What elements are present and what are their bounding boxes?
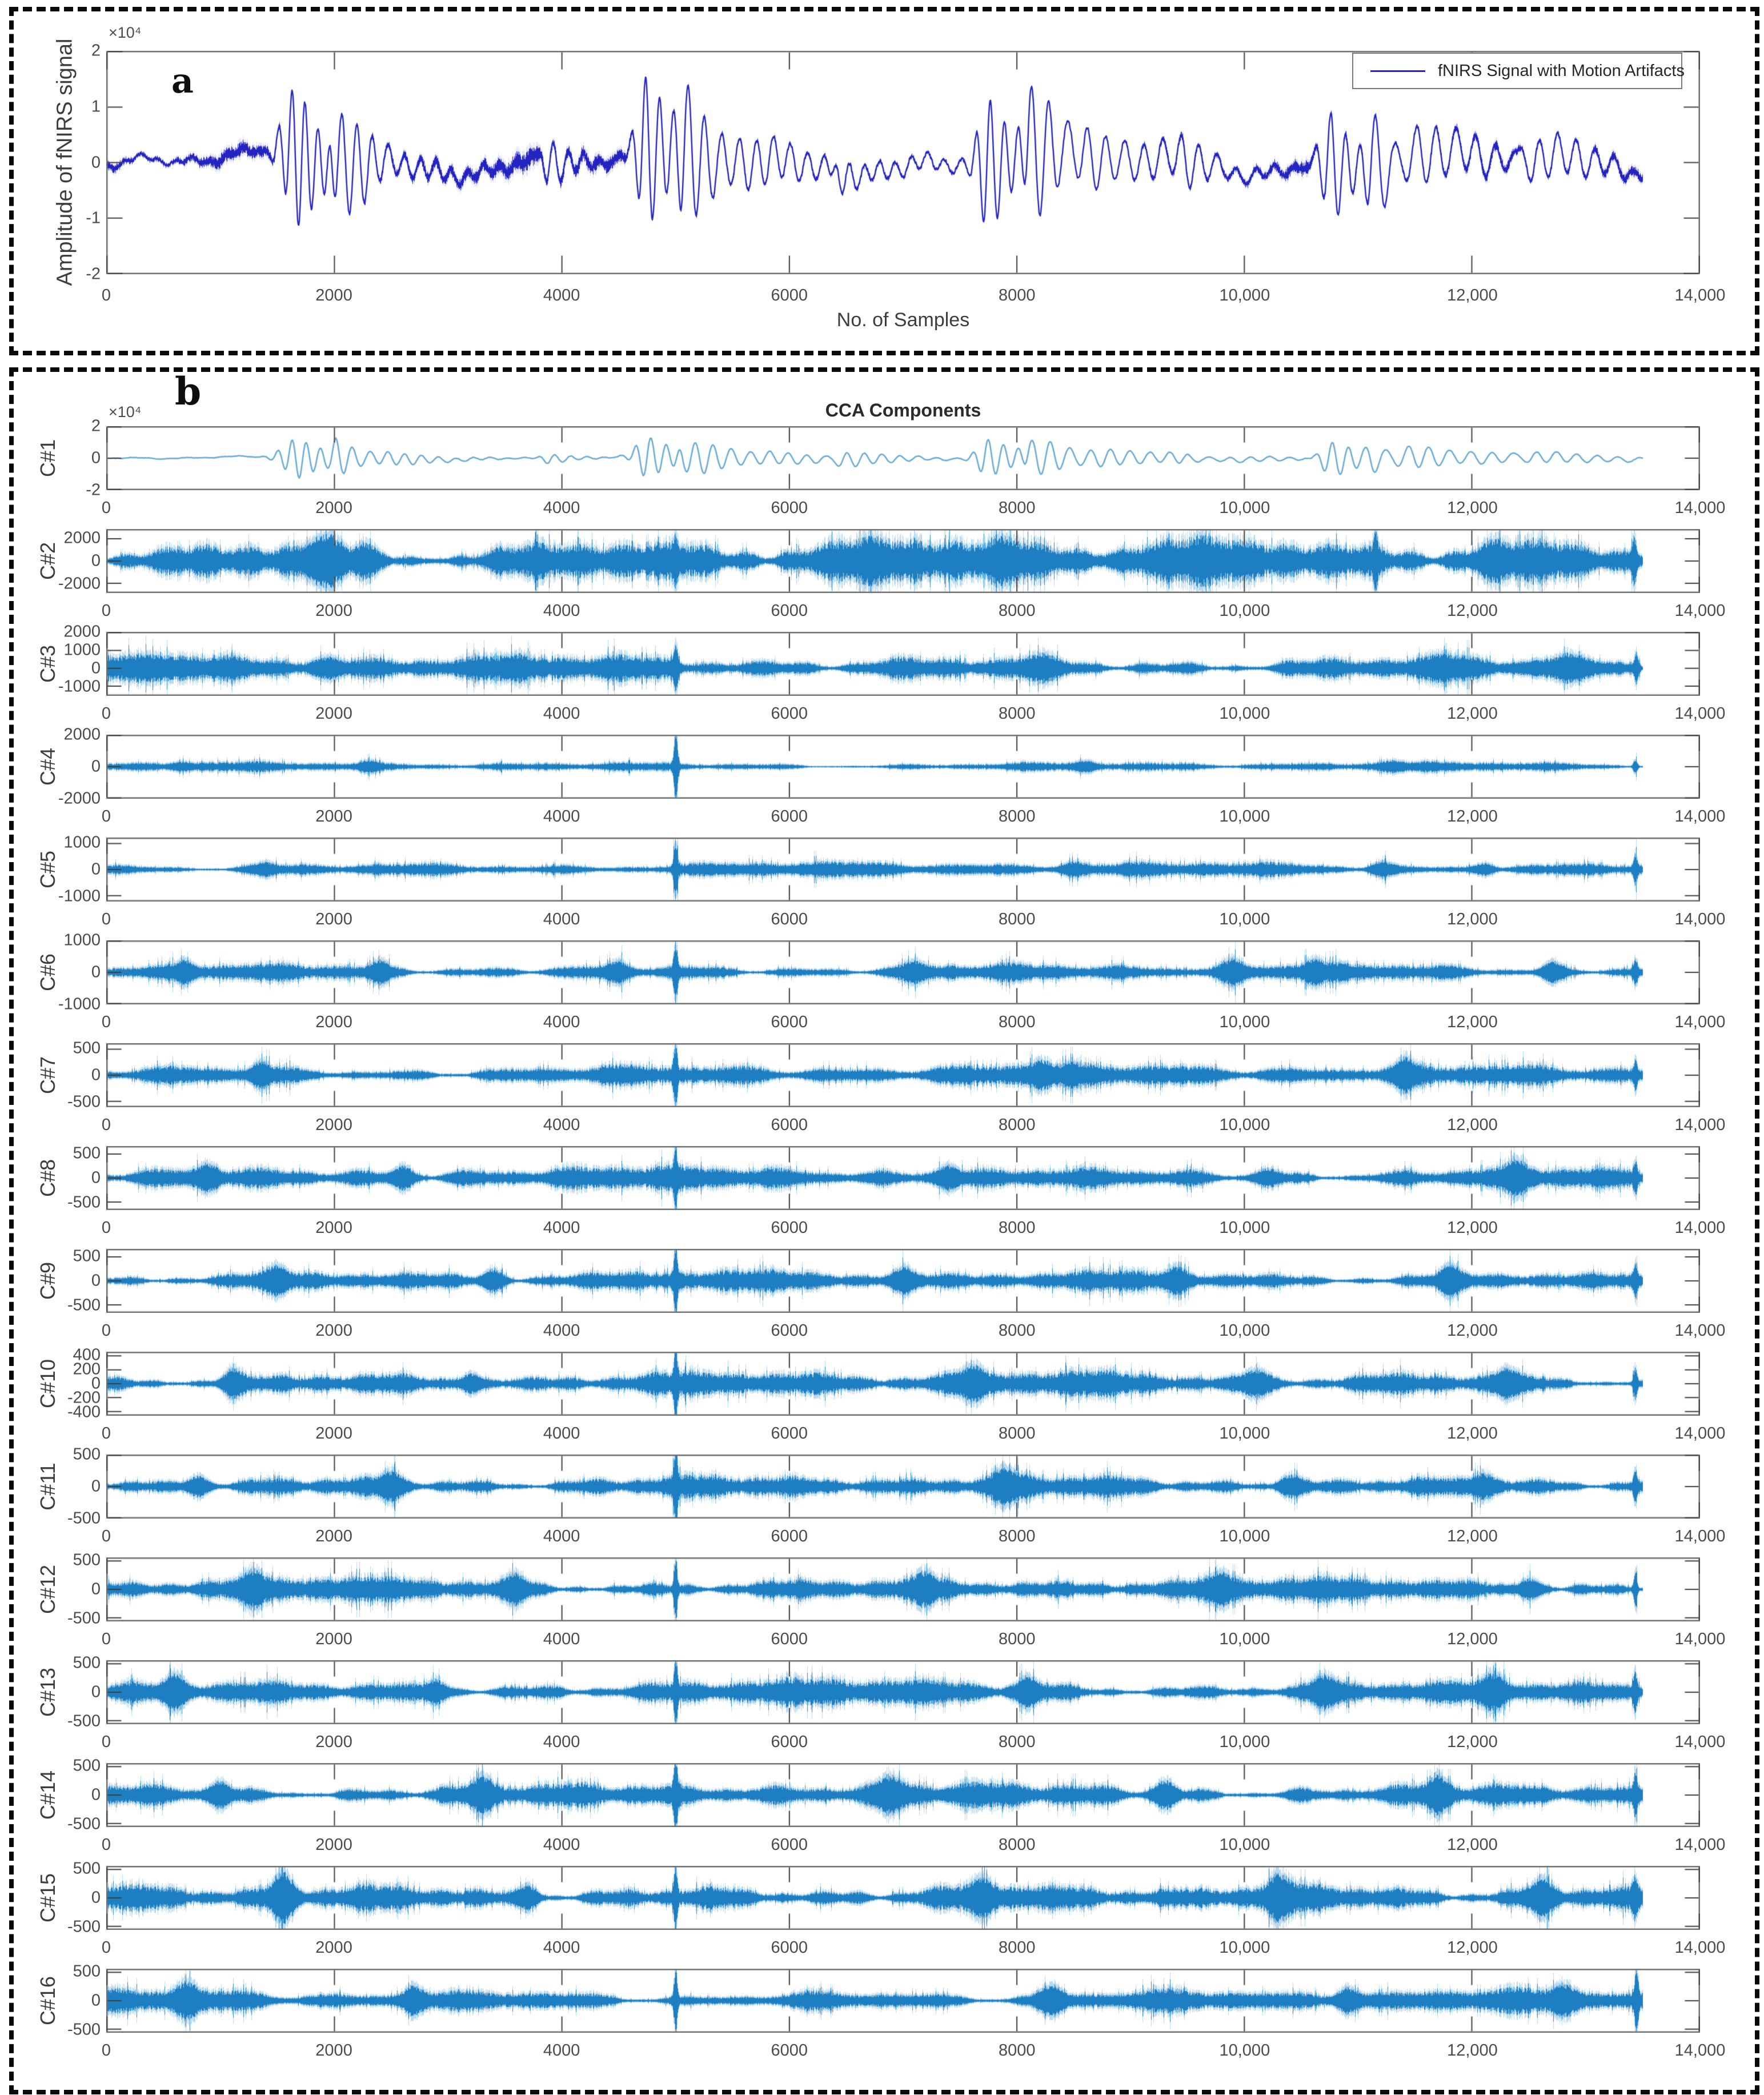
- component-15-y-tick-label: 500: [73, 1859, 101, 1878]
- component-11-x-tick-label: 12,000: [1447, 1527, 1498, 1545]
- component-13-x-tick-label: 10,000: [1219, 1733, 1270, 1751]
- component-14-x-tick-label: 12,000: [1447, 1836, 1498, 1854]
- component-6-x-tick-label: 4000: [543, 1013, 580, 1031]
- component-6-x-tick-label: 10,000: [1219, 1013, 1270, 1031]
- component-8-x-tick-label: 10,000: [1219, 1219, 1270, 1237]
- component-1-x-tick-label: 14,000: [1674, 499, 1726, 517]
- panel-a-y-tick-label: -2: [86, 265, 101, 283]
- component-5-x-tick-label: 10,000: [1219, 910, 1270, 928]
- component-6-plot: [106, 940, 1700, 1004]
- component-7-y-tick-label: 500: [73, 1039, 101, 1057]
- component-15-x-tick-label: 12,000: [1447, 1938, 1498, 1957]
- component-3-label: C#3: [36, 644, 59, 683]
- component-12-x-tick-label: 0: [101, 1630, 111, 1648]
- component-4-x-tick-label: 4000: [543, 807, 580, 826]
- panel-a-x-tick-label: 8000: [999, 286, 1036, 305]
- component-15-plot: [106, 1866, 1700, 1930]
- component-16-x-tick-label: 0: [101, 2041, 111, 2060]
- component-16-y-tick-label: 500: [73, 1962, 101, 1981]
- component-16-x-tick-label: 2000: [315, 2041, 352, 2060]
- component-7-x-tick-label: 6000: [771, 1116, 808, 1134]
- component-7-x-tick-label: 2000: [315, 1116, 352, 1134]
- component-5-y-tick-label: 0: [91, 860, 101, 879]
- component-1-plot: [106, 426, 1700, 490]
- component-3-x-tick-label: 14,000: [1674, 704, 1726, 723]
- component-10-y-tick-label: 200: [73, 1360, 101, 1379]
- component-10-x-tick-label: 0: [101, 1424, 111, 1443]
- component-3-x-tick-label: 4000: [543, 704, 580, 723]
- component-5-x-tick-label: 8000: [999, 910, 1036, 928]
- component-1-x-tick-label: 6000: [771, 499, 808, 517]
- component-7-y-tick-label: -500: [67, 1092, 101, 1111]
- component-15-x-tick-label: 14,000: [1674, 1938, 1726, 1957]
- component-2-x-tick-label: 4000: [543, 602, 580, 620]
- component-14-y-tick-label: 500: [73, 1756, 101, 1775]
- component-5-x-tick-label: 4000: [543, 910, 580, 928]
- component-6-x-tick-label: 8000: [999, 1013, 1036, 1031]
- component-5-x-tick-label: 14,000: [1674, 910, 1726, 928]
- component-15-x-tick-label: 8000: [999, 1938, 1036, 1957]
- component-4-label: C#4: [36, 747, 59, 786]
- component-9-y-tick-label: 500: [73, 1247, 101, 1265]
- component-12-x-tick-label: 14,000: [1674, 1630, 1726, 1648]
- component-14-x-tick-label: 4000: [543, 1836, 580, 1854]
- component-5-x-tick-label: 0: [101, 910, 111, 928]
- component-2-x-tick-label: 8000: [999, 602, 1036, 620]
- component-16-y-tick-label: 0: [91, 1991, 101, 2010]
- component-1-exponent-label: ×10⁴: [109, 403, 142, 420]
- panel-a-y-tick-label: 2: [91, 41, 101, 60]
- component-11-y-tick-label: -500: [67, 1509, 101, 1528]
- component-13-y-tick-label: 500: [73, 1653, 101, 1672]
- component-8-plot: [106, 1146, 1700, 1210]
- component-3-x-tick-label: 2000: [315, 704, 352, 723]
- panel-a-x-axis-label: No. of Samples: [836, 309, 970, 331]
- component-8-label: C#8: [36, 1159, 59, 1197]
- component-11-label: C#11: [36, 1463, 59, 1511]
- component-4-plot: [106, 735, 1700, 799]
- component-8-y-tick-label: -500: [67, 1193, 101, 1212]
- component-12-x-tick-label: 8000: [999, 1630, 1036, 1648]
- component-16-label: C#16: [36, 1976, 59, 2026]
- component-2-x-tick-label: 0: [101, 602, 111, 620]
- component-14-plot: [106, 1763, 1700, 1827]
- component-10-label: C#10: [36, 1359, 59, 1409]
- panel-a-x-tick-label: 6000: [771, 286, 808, 305]
- component-12-x-tick-label: 4000: [543, 1630, 580, 1648]
- component-13-x-tick-label: 8000: [999, 1733, 1036, 1751]
- component-13-x-tick-label: 14,000: [1674, 1733, 1726, 1751]
- component-6-x-tick-label: 14,000: [1674, 1013, 1726, 1031]
- component-13-x-tick-label: 6000: [771, 1733, 808, 1751]
- component-12-x-tick-label: 6000: [771, 1630, 808, 1648]
- component-15-x-tick-label: 6000: [771, 1938, 808, 1957]
- component-15-x-tick-label: 10,000: [1219, 1938, 1270, 1957]
- component-2-label: C#2: [36, 542, 59, 580]
- component-15-y-tick-label: -500: [67, 1917, 101, 1936]
- component-9-y-tick-label: -500: [67, 1296, 101, 1315]
- component-10-x-tick-label: 2000: [315, 1424, 352, 1443]
- component-7-x-tick-label: 12,000: [1447, 1116, 1498, 1134]
- component-1-label: C#1: [36, 439, 59, 478]
- component-14-y-tick-label: 0: [91, 1785, 101, 1804]
- component-3-x-tick-label: 0: [101, 704, 111, 723]
- component-16-x-tick-label: 4000: [543, 2041, 580, 2060]
- component-6-x-tick-label: 12,000: [1447, 1013, 1498, 1031]
- component-6-y-tick-label: 1000: [63, 931, 101, 950]
- component-4-x-tick-label: 6000: [771, 807, 808, 826]
- component-3-y-tick-label: 0: [91, 659, 101, 678]
- component-1-x-tick-label: 2000: [315, 499, 352, 517]
- component-14-x-tick-label: 0: [101, 1836, 111, 1854]
- component-14-label: C#14: [36, 1770, 59, 1820]
- component-6-y-tick-label: -1000: [58, 995, 101, 1014]
- component-5-x-tick-label: 12,000: [1447, 910, 1498, 928]
- component-13-y-tick-label: 0: [91, 1683, 101, 1701]
- component-2-x-tick-label: 2000: [315, 602, 352, 620]
- component-11-x-tick-label: 0: [101, 1527, 111, 1545]
- component-16-plot: [106, 1969, 1700, 2033]
- component-11-y-tick-label: 500: [73, 1445, 101, 1464]
- component-16-x-tick-label: 6000: [771, 2041, 808, 2060]
- component-2-plot: [106, 529, 1700, 593]
- component-13-x-tick-label: 2000: [315, 1733, 352, 1751]
- component-13-y-tick-label: -500: [67, 1712, 101, 1731]
- component-8-y-tick-label: 500: [73, 1144, 101, 1163]
- component-15-x-tick-label: 0: [101, 1938, 111, 1957]
- component-2-x-tick-label: 6000: [771, 602, 808, 620]
- component-10-x-tick-label: 14,000: [1674, 1424, 1726, 1443]
- component-16-x-tick-label: 10,000: [1219, 2041, 1270, 2060]
- component-5-label: C#5: [36, 850, 59, 889]
- component-10-plot: [106, 1352, 1700, 1416]
- component-5-x-tick-label: 2000: [315, 910, 352, 928]
- component-13-x-tick-label: 4000: [543, 1733, 580, 1751]
- component-1-x-tick-label: 4000: [543, 499, 580, 517]
- component-8-x-tick-label: 6000: [771, 1219, 808, 1237]
- component-3-x-tick-label: 12,000: [1447, 704, 1498, 723]
- component-4-x-tick-label: 14,000: [1674, 807, 1726, 826]
- component-9-x-tick-label: 14,000: [1674, 1321, 1726, 1340]
- component-10-x-tick-label: 8000: [999, 1424, 1036, 1443]
- component-9-y-tick-label: 0: [91, 1271, 101, 1290]
- component-8-x-tick-label: 2000: [315, 1219, 352, 1237]
- component-10-x-tick-label: 4000: [543, 1424, 580, 1443]
- component-13-x-tick-label: 0: [101, 1733, 111, 1751]
- component-8-x-tick-label: 0: [101, 1219, 111, 1237]
- component-4-y-tick-label: 0: [91, 757, 101, 776]
- panel-a-x-tick-label: 10,000: [1219, 286, 1270, 305]
- component-7-x-tick-label: 10,000: [1219, 1116, 1270, 1134]
- component-7-y-tick-label: 0: [91, 1065, 101, 1084]
- component-6-y-tick-label: 0: [91, 963, 101, 982]
- component-1-x-tick-label: 8000: [999, 499, 1036, 517]
- component-12-y-tick-label: 500: [73, 1551, 101, 1569]
- component-7-x-tick-label: 8000: [999, 1116, 1036, 1134]
- component-2-x-tick-label: 10,000: [1219, 602, 1270, 620]
- component-3-x-tick-label: 8000: [999, 704, 1036, 723]
- component-4-x-tick-label: 10,000: [1219, 807, 1270, 826]
- component-4-y-tick-label: 2000: [63, 725, 101, 744]
- component-1-y-tick-label: 2: [91, 416, 101, 435]
- component-7-label: C#7: [36, 1056, 59, 1095]
- component-2-x-tick-label: 12,000: [1447, 602, 1498, 620]
- component-14-x-tick-label: 8000: [999, 1836, 1036, 1854]
- component-15-x-tick-label: 2000: [315, 1938, 352, 1957]
- component-12-label: C#12: [36, 1564, 59, 1615]
- component-14-x-tick-label: 10,000: [1219, 1836, 1270, 1854]
- component-3-plot: [106, 632, 1700, 696]
- component-6-x-tick-label: 0: [101, 1013, 111, 1031]
- component-8-x-tick-label: 8000: [999, 1219, 1036, 1237]
- component-11-x-tick-label: 8000: [999, 1527, 1036, 1545]
- component-7-x-tick-label: 14,000: [1674, 1116, 1726, 1134]
- component-3-y-tick-label: 1000: [63, 640, 101, 659]
- component-7-plot: [106, 1043, 1700, 1107]
- component-4-x-tick-label: 8000: [999, 807, 1036, 826]
- component-4-x-tick-label: 2000: [315, 807, 352, 826]
- component-1-x-tick-label: 10,000: [1219, 499, 1270, 517]
- component-3-x-tick-label: 10,000: [1219, 704, 1270, 723]
- component-12-x-tick-label: 10,000: [1219, 1630, 1270, 1648]
- component-10-x-tick-label: 6000: [771, 1424, 808, 1443]
- component-11-x-tick-label: 10,000: [1219, 1527, 1270, 1545]
- component-5-y-tick-label: 1000: [63, 833, 101, 852]
- component-14-x-tick-label: 6000: [771, 1836, 808, 1854]
- panel-b-letter: b: [175, 369, 202, 414]
- component-3-x-tick-label: 6000: [771, 704, 808, 723]
- component-1-y-tick-label: -2: [86, 480, 101, 499]
- component-1-y-tick-label: 0: [91, 448, 101, 467]
- panel-a-y-tick-label: 0: [91, 153, 101, 171]
- component-7-x-tick-label: 4000: [543, 1116, 580, 1134]
- panel-a-y-tick-label: 1: [91, 97, 101, 116]
- component-8-x-tick-label: 12,000: [1447, 1219, 1498, 1237]
- component-12-x-tick-label: 2000: [315, 1630, 352, 1648]
- component-13-plot: [106, 1660, 1700, 1724]
- component-11-x-tick-label: 4000: [543, 1527, 580, 1545]
- component-11-y-tick-label: 0: [91, 1477, 101, 1496]
- component-13-x-tick-label: 12,000: [1447, 1733, 1498, 1751]
- component-15-y-tick-label: 0: [91, 1888, 101, 1907]
- component-10-x-tick-label: 10,000: [1219, 1424, 1270, 1443]
- component-11-x-tick-label: 2000: [315, 1527, 352, 1545]
- component-2-y-tick-label: -2000: [58, 574, 101, 593]
- component-5-plot: [106, 838, 1700, 902]
- component-12-y-tick-label: -500: [67, 1609, 101, 1628]
- legend-label: fNIRS Signal with Motion Artifacts: [1438, 61, 1685, 80]
- component-15-x-tick-label: 4000: [543, 1938, 580, 1957]
- component-8-x-tick-label: 4000: [543, 1219, 580, 1237]
- component-11-x-tick-label: 14,000: [1674, 1527, 1726, 1545]
- component-16-x-tick-label: 14,000: [1674, 2041, 1726, 2060]
- component-9-x-tick-label: 10,000: [1219, 1321, 1270, 1340]
- component-10-y-tick-label: -400: [67, 1403, 101, 1421]
- component-10-y-tick-label: 0: [91, 1374, 101, 1393]
- component-10-y-tick-label: -200: [67, 1388, 101, 1407]
- component-6-x-tick-label: 2000: [315, 1013, 352, 1031]
- component-9-x-tick-label: 8000: [999, 1321, 1036, 1340]
- component-3-y-tick-label: -1000: [58, 677, 101, 696]
- component-9-x-tick-label: 12,000: [1447, 1321, 1498, 1340]
- component-5-x-tick-label: 6000: [771, 910, 808, 928]
- component-12-x-tick-label: 12,000: [1447, 1630, 1498, 1648]
- component-14-y-tick-label: -500: [67, 1814, 101, 1833]
- component-9-x-tick-label: 0: [101, 1321, 111, 1340]
- component-16-x-tick-label: 12,000: [1447, 2041, 1498, 2060]
- component-2-x-tick-label: 14,000: [1674, 602, 1726, 620]
- component-10-x-tick-label: 12,000: [1447, 1424, 1498, 1443]
- panel-a-x-tick-label: 14,000: [1674, 286, 1726, 305]
- component-12-plot: [106, 1557, 1700, 1621]
- component-16-y-tick-label: -500: [67, 2020, 101, 2039]
- component-9-x-tick-label: 4000: [543, 1321, 580, 1340]
- component-5-y-tick-label: -1000: [58, 887, 101, 906]
- component-9-label: C#9: [36, 1261, 59, 1300]
- component-10-y-tick-label: 400: [73, 1345, 101, 1364]
- component-16-x-tick-label: 8000: [999, 2041, 1036, 2060]
- component-3-y-tick-label: 2000: [63, 622, 101, 641]
- component-9-x-tick-label: 6000: [771, 1321, 808, 1340]
- panel-b-title: CCA Components: [825, 400, 981, 420]
- component-14-x-tick-label: 2000: [315, 1836, 352, 1854]
- component-6-label: C#6: [36, 953, 59, 992]
- panel-a-x-tick-label: 12,000: [1447, 286, 1498, 305]
- panel-a-x-tick-label: 0: [101, 286, 111, 305]
- component-7-x-tick-label: 0: [101, 1116, 111, 1134]
- component-11-x-tick-label: 6000: [771, 1527, 808, 1545]
- panel-a-y-axis-label: Amplitude of fNIRS signal: [53, 38, 77, 286]
- component-4-y-tick-label: -2000: [58, 789, 101, 808]
- component-14-x-tick-label: 14,000: [1674, 1836, 1726, 1854]
- component-2-y-tick-label: 0: [91, 551, 101, 570]
- panel-a-exponent-label: ×10⁴: [109, 24, 142, 41]
- panel-a-x-tick-label: 4000: [543, 286, 580, 305]
- component-1-x-tick-label: 12,000: [1447, 499, 1498, 517]
- component-2-y-tick-label: 2000: [63, 528, 101, 547]
- component-1-x-tick-label: 0: [101, 499, 111, 517]
- panel-a-y-tick-label: -1: [86, 209, 101, 227]
- component-13-label: C#13: [36, 1667, 59, 1717]
- panel-a-x-tick-label: 2000: [315, 286, 352, 305]
- component-15-label: C#15: [36, 1873, 59, 1923]
- component-6-x-tick-label: 6000: [771, 1013, 808, 1031]
- component-8-y-tick-label: 0: [91, 1168, 101, 1187]
- component-8-x-tick-label: 14,000: [1674, 1219, 1726, 1237]
- component-9-x-tick-label: 2000: [315, 1321, 352, 1340]
- component-4-x-tick-label: 0: [101, 807, 111, 826]
- component-12-y-tick-label: 0: [91, 1580, 101, 1599]
- component-9-plot: [106, 1249, 1700, 1313]
- component-4-x-tick-label: 12,000: [1447, 807, 1498, 826]
- component-11-plot: [106, 1455, 1700, 1519]
